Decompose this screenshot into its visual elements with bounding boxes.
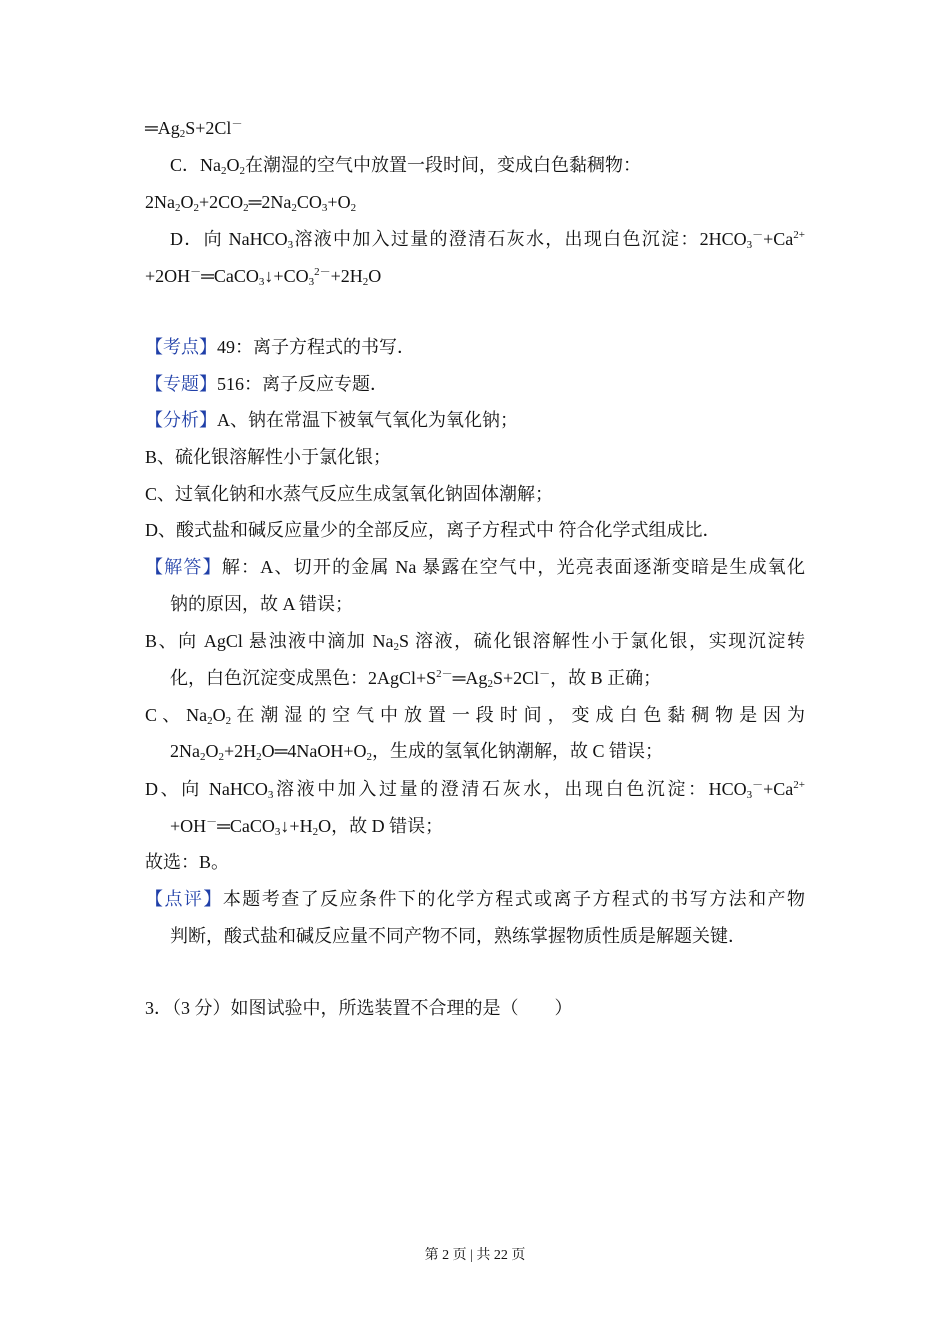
subscript: 2 <box>175 202 181 214</box>
text-line <box>145 990 805 1026</box>
text-run: 2Na <box>145 192 175 212</box>
subscript: 3 <box>258 276 265 288</box>
text-run: 化，白色沉淀变成黑色：2AgCl+S <box>170 668 437 688</box>
text-run: +2H <box>224 741 257 761</box>
text-run: O <box>180 192 194 212</box>
text-run: ═Ag <box>145 118 180 138</box>
text-line <box>145 184 805 220</box>
text-line <box>145 844 805 880</box>
text-line <box>170 147 805 183</box>
text-run: +OH <box>170 816 207 836</box>
text-run: +2CO <box>199 192 244 212</box>
text-run: ，生成的氢氧化钠潮解，故 C 错误； <box>372 741 664 761</box>
text-run: O <box>368 266 382 286</box>
text-run: +Ca <box>763 229 794 249</box>
text-run: S+2Cl <box>185 118 232 138</box>
text-run: O <box>212 705 226 725</box>
text-run: O，故 D 错误； <box>318 816 444 836</box>
text-run: ═CaCO <box>201 266 259 286</box>
subscript: 2 <box>218 751 224 763</box>
text-run: O <box>226 155 240 175</box>
superscript: － <box>752 229 764 241</box>
text-run: O <box>205 741 219 761</box>
text-run: C、过氧化钠和水蒸气反应生成氢氧化钠固体潮解； <box>145 484 554 504</box>
text-run: S 溶液，硫化银溶解性小于氯化银，实现沉淀转 <box>398 631 805 651</box>
text-run: 溶液中加入过量的澄清石灰水，出现白色沉淀：HCO <box>273 779 747 799</box>
superscript: 2+ <box>793 779 805 791</box>
text-line <box>145 512 805 548</box>
text-run: 溶液中加入过量的澄清石灰水，出现白色沉淀：2HCO <box>293 229 747 249</box>
section-label: 【分析】 <box>145 410 217 430</box>
superscript: － <box>539 668 551 680</box>
text-run: 在 潮 湿 的 空 气 中 放 置 一 段 时 间 ， 变 成 白 色 黏 稠 物 是 因 为 <box>231 705 805 725</box>
subscript: 2 <box>179 128 186 140</box>
text-line <box>145 623 805 659</box>
text-line <box>145 439 805 475</box>
subscript: 3 <box>308 276 315 288</box>
text-line <box>145 110 805 146</box>
text-line <box>145 329 805 365</box>
text-line <box>145 476 805 512</box>
text-run: D、向 NaHCO <box>145 779 268 799</box>
text-line <box>145 549 805 585</box>
text-run: D、酸式盐和碱反应量少的全部反应，离子方程式中 符合化学式组成比． <box>145 520 721 540</box>
text-line <box>145 771 805 807</box>
text-line <box>170 808 805 844</box>
subscript: 2 <box>487 678 493 690</box>
text-line <box>170 660 805 696</box>
text-run: C 、 Na <box>145 705 208 725</box>
text-line <box>145 402 805 438</box>
superscript: － <box>206 816 218 828</box>
text-run: 49：离子方程式的书写． <box>217 337 415 357</box>
text-line <box>170 586 805 622</box>
text-run: 解：A、切开的金属 Na 暴露在空气中，光亮表面逐渐变暗是生成氧化 <box>221 557 805 577</box>
subscript: 2 <box>256 751 262 763</box>
text-line <box>170 733 805 769</box>
superscript: － <box>752 779 764 791</box>
text-line <box>170 918 805 954</box>
text-run: 判断，酸式盐和碱反应量不同产物不同，熟练掌握物质性质是解题关键． <box>170 926 746 946</box>
subscript: 2 <box>393 641 399 653</box>
subscript: 3 <box>746 239 753 251</box>
subscript: 2 <box>207 715 213 727</box>
text-run: 本题考查了反应条件下的化学方程式或离子方程式的书写方法和产物 <box>222 889 805 909</box>
text-run: 在潮湿的空气中放置一段时间，变成白色黏稠物： <box>245 155 641 175</box>
subscript: 3 <box>267 789 274 801</box>
text-run: C．Na <box>170 155 221 175</box>
text-run: 故选：B。 <box>145 852 230 872</box>
text-line <box>145 366 805 402</box>
text-run: 3．（3 分）如图试验中，所选装置不合理的是（ ） <box>145 998 573 1018</box>
text-run: +2OH <box>145 266 191 286</box>
superscript: 2－ <box>436 668 453 680</box>
subscript: 3 <box>746 789 753 801</box>
subscript: 2 <box>312 826 319 838</box>
subscript: 2 <box>366 751 373 763</box>
superscript: － <box>190 266 202 278</box>
subscript: 2 <box>225 715 232 727</box>
text-run: ↓+H <box>280 816 313 836</box>
section-label: 【专题】 <box>145 374 217 394</box>
text-run: D．向 NaHCO <box>170 229 288 249</box>
subscript: 2 <box>200 751 206 763</box>
subscript: 3 <box>274 826 281 838</box>
superscript: 2－ <box>314 266 331 278</box>
subscript: 3 <box>321 202 328 214</box>
subscript: 3 <box>287 239 294 251</box>
text-run: S+2Cl <box>492 668 540 688</box>
text-run: O═4NaOH+O <box>261 741 367 761</box>
text-run: B、硫化银溶解性小于氯化银； <box>145 447 392 467</box>
text-run: 钠的原因，故 A 错误； <box>170 594 354 614</box>
section-label: 【考点】 <box>145 337 217 357</box>
text-run: 516：离子反应专题． <box>217 374 388 394</box>
text-run: ═CaCO <box>217 816 275 836</box>
text-run: ↓+CO <box>264 266 309 286</box>
subscript: 2 <box>291 202 297 214</box>
text-line <box>170 221 805 257</box>
superscript: － <box>231 118 243 130</box>
text-run: 2Na <box>170 741 200 761</box>
text-run: ，故 B 正确； <box>550 668 662 688</box>
page-footer: 第 2 页 | 共 22 页 <box>424 1248 526 1263</box>
section-label: 【解答】 <box>145 557 222 577</box>
subscript: 2 <box>350 202 357 214</box>
subscript: 2 <box>193 202 199 214</box>
text-run: A、钠在常温下被氧气氧化为氧化钠； <box>217 410 518 430</box>
text-run: ═Ag <box>452 668 488 688</box>
text-run: +Ca <box>763 779 794 799</box>
text-line <box>145 881 805 917</box>
text-line <box>145 258 805 294</box>
text-run: +O <box>327 192 351 212</box>
text-run: CO <box>296 192 322 212</box>
subscript: 2 <box>362 276 369 288</box>
text-run: +2H <box>330 266 363 286</box>
text-line <box>145 697 805 733</box>
subscript: 2 <box>239 165 245 177</box>
text-run: ═2Na <box>248 192 292 212</box>
text-run: B、向 AgCl 悬浊液中滴加 Na <box>145 631 394 651</box>
subscript: 2 <box>243 202 249 214</box>
superscript: 2+ <box>793 229 805 241</box>
subscript: 2 <box>221 165 227 177</box>
section-label: 【点评】 <box>145 889 223 909</box>
